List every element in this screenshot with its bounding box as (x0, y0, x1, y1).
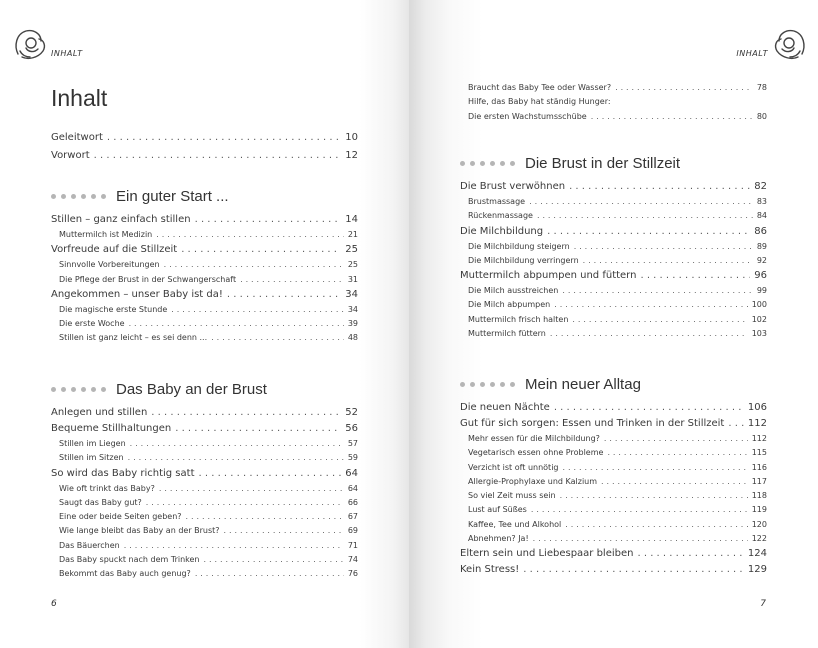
toc-subentry[interactable]: Abnehmen? Ja! . . . 122 (460, 532, 767, 546)
toc-chapter[interactable]: Stillen – ganz einfach stillen . . . 14 (51, 212, 358, 228)
toc-subentry[interactable]: Stillen im Sitzen . . . 59 (51, 451, 358, 465)
toc-subentry[interactable]: Allergie-Prophylaxe und Kalzium . . . 117 (460, 475, 767, 489)
toc-chapter[interactable]: Die neuen Nächte . . . 106 (460, 400, 767, 416)
toc-section (460, 152, 767, 341)
toc-section (51, 378, 358, 582)
toc-front-matter (51, 128, 358, 164)
toc-chapter[interactable]: Bequeme Stillhaltungen . . . 56 (51, 421, 358, 437)
toc-subentry[interactable]: Stillen im Liegen . . . 57 (51, 437, 358, 451)
toc-chapter[interactable]: So wird das Baby richtig satt . . . 64 (51, 466, 358, 482)
toc-subentry[interactable]: Hilfe, das Baby hat ständig Hunger: (468, 97, 611, 107)
toc-subentry[interactable]: Stillen ist ganz leicht – es sei denn ... . . . 48 (51, 331, 358, 345)
page-number: 6 (51, 599, 57, 609)
right-page (409, 0, 818, 648)
page-title: Inhalt (51, 85, 108, 111)
toc-chapter[interactable]: Angekommen – unser Baby ist da! . . . 34 (51, 287, 358, 303)
toc-subentry[interactable]: Braucht das Baby Tee oder Wasser? . . . 78 (460, 81, 767, 95)
toc-subentry[interactable]: Die Pflege der Brust in der Schwangerschaft . . . 31 (51, 273, 358, 287)
toc-entry[interactable]: Vorwort . . . 12 (51, 148, 358, 164)
toc-subentry[interactable]: Die magische erste Stunde . . . 34 (51, 303, 358, 317)
toc-section (460, 373, 767, 578)
toc-subentry[interactable]: Die Milch abpumpen . . . 100 (460, 298, 767, 312)
toc-chapter[interactable]: Die Brust verwöhnen . . . 82 (460, 179, 767, 195)
toc-subentry[interactable]: Wie lange bleibt das Baby an der Brust? . . . 69 (51, 524, 358, 538)
toc-subentry[interactable]: Brustmassage . . . 83 (460, 195, 767, 209)
toc-subentry[interactable]: Mehr essen für die Milchbildung? . . . 112 (460, 432, 767, 446)
toc-subentry[interactable]: Verzicht ist oft unnötig . . . 116 (460, 461, 767, 475)
toc-chapter[interactable]: Muttermilch abpumpen und füttern . . . 96 (460, 268, 767, 284)
toc-subentry[interactable]: Das Bäuerchen . . . 71 (51, 539, 358, 553)
toc-subentry[interactable]: So viel Zeit muss sein . . . 118 (460, 489, 767, 503)
toc-chapter[interactable]: Kein Stress! . . . 129 (460, 562, 767, 578)
dots-ornament (51, 387, 106, 392)
toc-subentry[interactable]: Die Milchbildung steigern . . . 89 (460, 240, 767, 254)
dots-ornament (460, 382, 515, 387)
toc-subentry[interactable]: Bekommt das Baby auch genug? . . . 76 (51, 567, 358, 581)
toc-subentry[interactable]: Vegetarisch essen ohne Probleme . . . 115 (460, 446, 767, 460)
toc-subentry[interactable]: Die Milch ausstreichen . . . 99 (460, 284, 767, 298)
toc-section (51, 185, 358, 346)
mother-and-baby-icon (10, 24, 50, 64)
section-heading: Das Baby an der Brust (51, 378, 358, 400)
toc-chapter[interactable]: Die Milchbildung . . . 86 (460, 224, 767, 240)
dots-ornament (51, 194, 106, 199)
toc-subentry[interactable]: Wie oft trinkt das Baby? . . . 64 (51, 482, 358, 496)
toc-subentry[interactable]: Lust auf Süßes . . . 119 (460, 503, 767, 517)
toc-subentry[interactable]: Das Baby spuckt nach dem Trinken . . . 74 (51, 553, 358, 567)
toc-subentry[interactable]: Die Milchbildung verringern . . . 92 (460, 254, 767, 268)
dots-ornament (460, 161, 515, 166)
running-header: INHALT (736, 49, 768, 58)
page-number: 7 (760, 599, 766, 609)
section-heading: Mein neuer Alltag (460, 373, 767, 395)
toc-chapter[interactable]: Anlegen und stillen . . . 52 (51, 405, 358, 421)
toc-chapter[interactable]: Eltern sein und Liebespaar bleiben . . . 124 (460, 546, 767, 562)
toc-subentry[interactable]: Die ersten Wachstumsschübe . . . 80 (460, 110, 767, 124)
toc-subentry[interactable]: Muttermilch frisch halten . . . 102 (460, 313, 767, 327)
toc-subentry[interactable]: Sinnvolle Vorbereitungen . . . 25 (51, 258, 358, 272)
section-heading: Die Brust in der Stillzeit (460, 152, 767, 174)
section-heading: Ein guter Start ... (51, 185, 358, 207)
toc-subentry[interactable]: Eine oder beide Seiten geben? . . . 67 (51, 510, 358, 524)
toc-chapter[interactable]: Vorfreude auf die Stillzeit . . . 25 (51, 242, 358, 258)
toc-subentry[interactable]: Saugt das Baby gut? . . . 66 (51, 496, 358, 510)
running-header: INHALT (51, 49, 83, 58)
toc-subentry[interactable]: Muttermilch ist Medizin . . . 21 (51, 228, 358, 242)
mother-and-baby-icon (770, 24, 810, 64)
toc-subentry[interactable]: Muttermilch füttern . . . 103 (460, 327, 767, 341)
toc-subentry[interactable]: Rückenmassage . . . 84 (460, 209, 767, 223)
toc-entry[interactable]: Geleitwort . . . 10 (51, 130, 358, 146)
toc-continued (460, 81, 767, 124)
toc-subentry[interactable]: Kaffee, Tee und Alkohol . . . 120 (460, 518, 767, 532)
toc-subentry[interactable]: Die erste Woche . . . 39 (51, 317, 358, 331)
toc-chapter[interactable]: Gut für sich sorgen: Essen und Trinken in der Stillzeit . . . 112 (460, 416, 767, 432)
